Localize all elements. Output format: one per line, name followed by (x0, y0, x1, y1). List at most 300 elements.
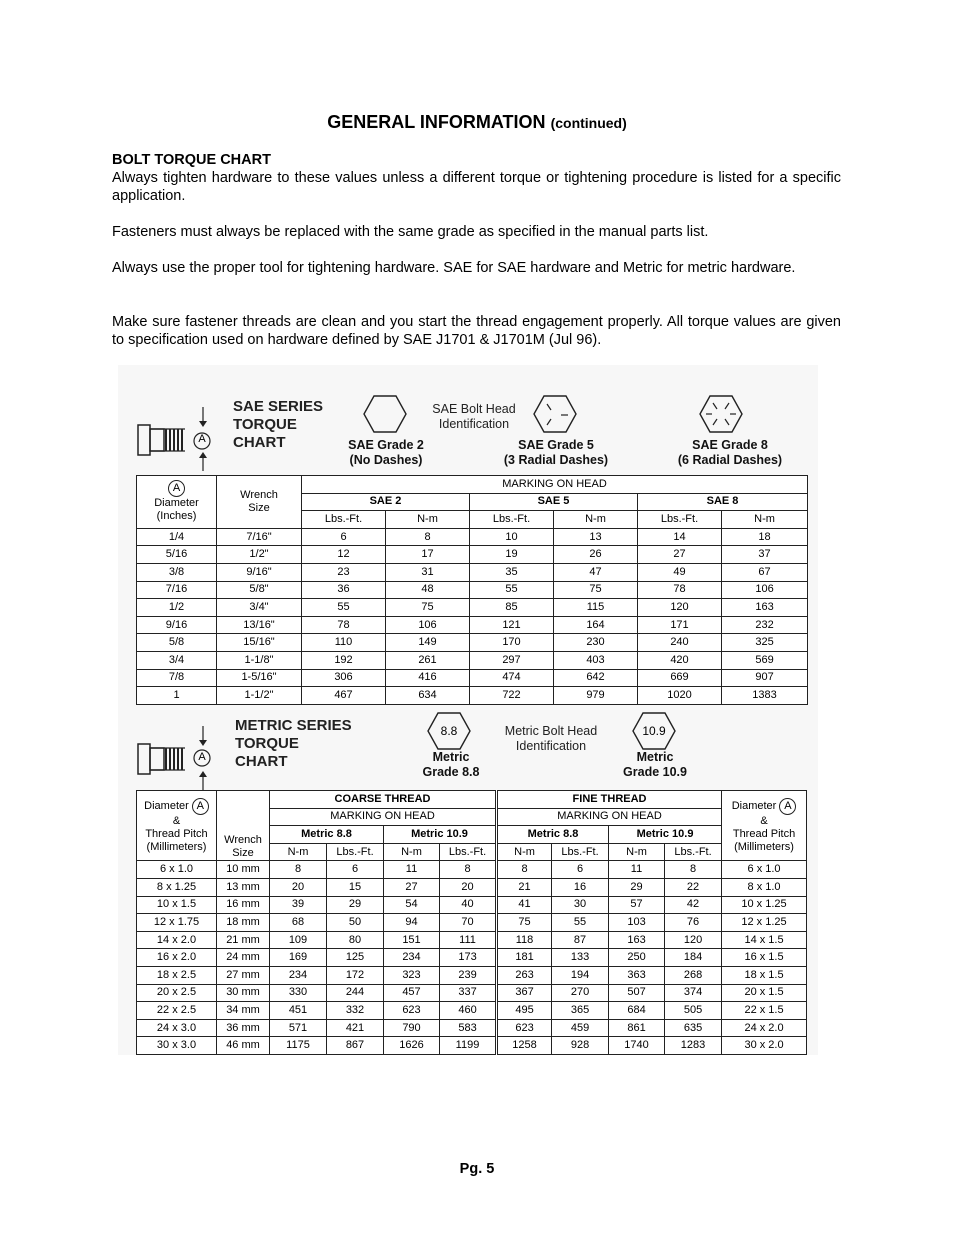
table-cell: 30 x 2.0 (722, 1037, 807, 1055)
table-cell: 37 (722, 546, 808, 564)
table-cell: 13 mm (217, 878, 270, 896)
title-line: METRIC SERIES (235, 717, 352, 734)
table-cell: 642 (554, 669, 638, 687)
table-cell: 40 (440, 896, 497, 914)
table-cell: 634 (386, 687, 470, 705)
wrench-size-header (217, 476, 302, 529)
table-cell: 232 (722, 616, 808, 634)
table-cell: 18 x 2.5 (137, 966, 217, 984)
metric-8-8-label (411, 750, 491, 780)
table-cell: 31 (386, 563, 470, 581)
table-cell: 75 (497, 914, 552, 932)
unit-header: Lbs.-Ft. (470, 511, 554, 529)
table-cell: 1175 (270, 1037, 327, 1055)
table-cell: 12 (302, 546, 386, 564)
table-cell: 10 x 1.5 (137, 896, 217, 914)
unit-header: Lbs.-Ft. (552, 843, 609, 861)
unit-header: N-m (722, 511, 808, 529)
metric-chart-title (235, 717, 352, 771)
table-cell: 14 x 1.5 (722, 931, 807, 949)
metric-10-9-label (613, 750, 697, 780)
header-text: Size (232, 847, 254, 860)
table-cell: 103 (609, 914, 665, 932)
table-cell: 297 (470, 651, 554, 669)
table-row (137, 914, 807, 932)
table-cell: 1740 (609, 1037, 665, 1055)
header-text: Diameter (154, 497, 199, 510)
table-cell: 7/16 (137, 581, 217, 599)
table-cell: 12 x 1.75 (137, 914, 217, 932)
marking-on-head-header: MARKING ON HEAD (302, 476, 808, 494)
table-cell: 457 (384, 984, 440, 1002)
unit-header: Lbs.-Ft. (638, 511, 722, 529)
table-cell: 10 (470, 528, 554, 546)
table-cell: 571 (270, 1019, 327, 1037)
header-text: Diameter (731, 799, 777, 812)
header-text: (Millimeters) (146, 840, 207, 853)
table-cell: 55 (470, 581, 554, 599)
table-cell: 20 x 2.5 (137, 984, 217, 1002)
table-cell: 19 (470, 546, 554, 564)
intro-paragraph-4: Make sure fastener threads are clean and you start the thread engagement properly. All torque values are given to specification used on hardware defined by SAE J1701 & J1701M (Jul 96). (112, 314, 841, 348)
table-cell: 125 (327, 949, 384, 967)
table-cell: 163 (722, 599, 808, 617)
table-cell: 163 (609, 931, 665, 949)
table-cell: 109 (270, 931, 327, 949)
table-cell: 20 (270, 878, 327, 896)
group-header: Metric 10.9 (609, 826, 722, 844)
unit-header: N-m (497, 843, 552, 861)
table-cell: 50 (327, 914, 384, 932)
header-text: & (172, 814, 181, 827)
table-cell: 194 (552, 966, 609, 984)
wrench-size-header (217, 791, 270, 861)
table-cell: 13/16" (217, 616, 302, 634)
table-cell: 170 (470, 634, 554, 652)
header-text: Thread Pitch (145, 827, 208, 840)
header-text: Wrench (224, 834, 262, 847)
table-cell: 416 (386, 669, 470, 687)
table-cell: 24 x 2.0 (722, 1019, 807, 1037)
table-cell: 87 (552, 931, 609, 949)
unit-header: N-m (270, 843, 327, 861)
table-cell: 1283 (665, 1037, 722, 1055)
grade-desc: (3 Radial Dashes) (503, 453, 609, 467)
table-cell: 120 (638, 599, 722, 617)
table-cell: 979 (554, 687, 638, 705)
table-cell: 24 mm (217, 949, 270, 967)
a-dimension-icon: A (192, 798, 209, 815)
table-cell: 420 (638, 651, 722, 669)
sae-grade-5-label (490, 438, 622, 468)
header-text: Wrench (240, 488, 278, 501)
table-cell: 1-1/8" (217, 651, 302, 669)
table-cell: 80 (327, 931, 384, 949)
table-cell: 21 (497, 878, 552, 896)
table-cell: 367 (497, 984, 552, 1002)
table-cell: 861 (609, 1019, 665, 1037)
table-cell: 18 (722, 528, 808, 546)
table-cell: 8 (270, 861, 327, 879)
table-cell: 306 (302, 669, 386, 687)
table-cell: 55 (552, 914, 609, 932)
table-cell: 623 (384, 1002, 440, 1020)
table-cell: 7/8 (137, 669, 217, 687)
table-cell: 790 (384, 1019, 440, 1037)
title-continued: (continued) (550, 115, 627, 131)
table-cell: 47 (554, 563, 638, 581)
table-cell: 8 (386, 528, 470, 546)
group-header: SAE 8 (638, 493, 808, 511)
table-cell: 36 mm (217, 1019, 270, 1037)
table-cell: 6 x 1.0 (137, 861, 217, 879)
table-cell: 325 (722, 634, 808, 652)
sae-torque-table (136, 475, 808, 705)
page-number: Pg. 5 (459, 1161, 495, 1177)
table-row (137, 878, 807, 896)
section-heading: BOLT TORQUE CHART (112, 152, 271, 168)
table-cell: 35 (470, 563, 554, 581)
table-cell: 467 (302, 687, 386, 705)
grade-name: SAE Grade 8 (692, 438, 768, 452)
table-cell: 106 (386, 616, 470, 634)
table-cell: 42 (665, 896, 722, 914)
table-cell: 623 (497, 1019, 552, 1037)
label-line: Metric Bolt Head (504, 724, 598, 738)
table-cell: 6 (552, 861, 609, 879)
table-row (137, 528, 808, 546)
table-cell: 928 (552, 1037, 609, 1055)
table-cell: 337 (440, 984, 497, 1002)
sae-head-id-label (418, 402, 530, 432)
table-cell: 7/16" (217, 528, 302, 546)
table-cell: 583 (440, 1019, 497, 1037)
table-cell: 181 (497, 949, 552, 967)
table-cell: 10 mm (217, 861, 270, 879)
table-cell: 111 (440, 931, 497, 949)
table-cell: 24 x 3.0 (137, 1019, 217, 1037)
header-text: (Millimeters) (734, 840, 794, 853)
table-cell: 68 (270, 914, 327, 932)
table-cell: 15 (327, 878, 384, 896)
table-cell: 8 x 1.25 (137, 878, 217, 896)
sae-chart-title (233, 398, 323, 452)
table-row (137, 669, 808, 687)
table-cell: 78 (638, 581, 722, 599)
title-main: GENERAL INFORMATION (327, 112, 546, 132)
table-cell: 5/8 (137, 634, 217, 652)
group-header: Metric 8.8 (270, 826, 384, 844)
table-cell: 78 (302, 616, 386, 634)
table-cell: 8 x 1.0 (722, 878, 807, 896)
table-cell: 184 (665, 949, 722, 967)
table-cell: 16 mm (217, 896, 270, 914)
table-cell: 635 (665, 1019, 722, 1037)
table-row (137, 861, 807, 879)
table-cell: 1/2" (217, 546, 302, 564)
table-cell: 3/4" (217, 599, 302, 617)
table-cell: 29 (609, 878, 665, 896)
grade-desc: Grade 8.8 (422, 765, 480, 779)
table-cell: 39 (270, 896, 327, 914)
table-cell: 36 (302, 581, 386, 599)
table-cell: 16 x 1.5 (722, 949, 807, 967)
header-text: (Inches) (156, 510, 197, 523)
table-cell: 684 (609, 1002, 665, 1020)
marking-on-head-header: MARKING ON HEAD (270, 808, 497, 826)
table-cell: 70 (440, 914, 497, 932)
unit-header: Lbs.-Ft. (327, 843, 384, 861)
grade-desc: (No Dashes) (349, 453, 423, 467)
table-cell: 244 (327, 984, 384, 1002)
table-cell: 1020 (638, 687, 722, 705)
table-cell: 5/8" (217, 581, 302, 599)
table-row (137, 949, 807, 967)
metric-torque-table (136, 790, 807, 1055)
table-cell: 1 (137, 687, 217, 705)
table-cell: 10 x 1.25 (722, 896, 807, 914)
table-cell: 234 (270, 966, 327, 984)
table-cell: 22 (665, 878, 722, 896)
title-line: CHART (235, 753, 288, 770)
unit-header: Lbs.-Ft. (440, 843, 497, 861)
table-cell: 569 (722, 651, 808, 669)
table-row (137, 896, 807, 914)
fine-thread-header: FINE THREAD (497, 791, 722, 809)
intro-paragraph-2: Fasteners must always be replaced with the same grade as specified in the manual parts list. (112, 224, 709, 240)
sae-grade-8-head-icon (699, 394, 743, 434)
table-cell: 118 (497, 931, 552, 949)
table-row (137, 687, 808, 705)
label-line: Identification (515, 739, 587, 753)
table-cell: 16 (552, 878, 609, 896)
grade-name: Metric (636, 750, 674, 764)
table-row (137, 931, 807, 949)
table-row (137, 563, 808, 581)
table-cell: 120 (665, 931, 722, 949)
metric-8-8-head-mark: 8.8 (440, 724, 458, 738)
grade-desc: Grade 10.9 (623, 765, 687, 779)
metric-table-body (137, 861, 807, 1055)
table-cell: 17 (386, 546, 470, 564)
table-cell: 3/8 (137, 563, 217, 581)
table-cell: 9/16 (137, 616, 217, 634)
table-cell: 867 (327, 1037, 384, 1055)
table-cell: 268 (665, 966, 722, 984)
table-cell: 1-5/16" (217, 669, 302, 687)
table-cell: 323 (384, 966, 440, 984)
table-cell: 12 x 1.25 (722, 914, 807, 932)
unit-header: N-m (554, 511, 638, 529)
title-line: TORQUE (235, 735, 299, 752)
table-cell: 1258 (497, 1037, 552, 1055)
table-row (137, 651, 808, 669)
table-cell: 14 (638, 528, 722, 546)
group-header: Metric 8.8 (497, 826, 609, 844)
marking-on-head-header: MARKING ON HEAD (497, 808, 722, 826)
table-cell: 18 mm (217, 914, 270, 932)
title-line: SAE SERIES (233, 398, 324, 415)
table-cell: 374 (665, 984, 722, 1002)
group-header: SAE 2 (302, 493, 470, 511)
table-row (137, 1002, 807, 1020)
table-cell: 27 (638, 546, 722, 564)
sae-table-body (137, 528, 808, 704)
table-cell: 110 (302, 634, 386, 652)
table-cell: 459 (552, 1019, 609, 1037)
table-cell: 505 (665, 1002, 722, 1020)
diameter-pitch-header (137, 791, 217, 861)
table-cell: 76 (665, 914, 722, 932)
unit-header: N-m (386, 511, 470, 529)
table-cell: 11 (609, 861, 665, 879)
sae-grade-5-head-icon (533, 394, 577, 434)
table-cell: 75 (386, 599, 470, 617)
table-row (137, 581, 808, 599)
table-cell: 34 mm (217, 1002, 270, 1020)
table-cell: 85 (470, 599, 554, 617)
table-row (137, 1019, 807, 1037)
table-cell: 263 (497, 966, 552, 984)
table-cell: 421 (327, 1019, 384, 1037)
unit-header: N-m (384, 843, 440, 861)
table-cell: 474 (470, 669, 554, 687)
grade-name: SAE Grade 5 (518, 438, 594, 452)
table-cell: 48 (386, 581, 470, 599)
table-cell: 164 (554, 616, 638, 634)
table-cell: 54 (384, 896, 440, 914)
table-cell: 14 x 2.0 (137, 931, 217, 949)
table-cell: 1/2 (137, 599, 217, 617)
table-cell: 20 x 1.5 (722, 984, 807, 1002)
table-row (137, 966, 807, 984)
table-cell: 9/16" (217, 563, 302, 581)
table-cell: 172 (327, 966, 384, 984)
table-cell: 451 (270, 1002, 327, 1020)
sae-grade-2-head-icon (363, 394, 407, 434)
table-cell: 330 (270, 984, 327, 1002)
table-cell: 8 (497, 861, 552, 879)
intro-paragraph-1 (112, 151, 841, 205)
unit-header: Lbs.-Ft. (302, 511, 386, 529)
table-cell: 495 (497, 1002, 552, 1020)
table-cell: 8 (665, 861, 722, 879)
title-line: CHART (233, 434, 286, 451)
table-cell: 67 (722, 563, 808, 581)
header-text: Thread Pitch (732, 827, 796, 840)
table-cell: 250 (609, 949, 665, 967)
table-cell: 230 (554, 634, 638, 652)
sae-grade-8-label (660, 438, 800, 468)
table-cell: 261 (386, 651, 470, 669)
grade-desc: (6 Radial Dashes) (677, 453, 783, 467)
table-cell: 240 (638, 634, 722, 652)
table-cell: 75 (554, 581, 638, 599)
table-cell: 121 (470, 616, 554, 634)
table-cell: 173 (440, 949, 497, 967)
table-cell: 1383 (722, 687, 808, 705)
header-text: Size (248, 501, 270, 514)
table-cell: 55 (302, 599, 386, 617)
a-dimension-label: A (198, 751, 206, 763)
title-line: TORQUE (233, 416, 297, 433)
table-cell: 460 (440, 1002, 497, 1020)
grade-name: SAE Grade 2 (348, 438, 424, 452)
table-cell: 1626 (384, 1037, 440, 1055)
group-header: SAE 5 (470, 493, 638, 511)
table-cell: 907 (722, 669, 808, 687)
table-cell: 192 (302, 651, 386, 669)
group-header: Metric 10.9 (384, 826, 497, 844)
table-cell: 3/4 (137, 651, 217, 669)
table-cell: 6 x 1.0 (722, 861, 807, 879)
diameter-header (137, 476, 217, 529)
grade-name: Metric (432, 750, 470, 764)
table-cell: 22 x 2.5 (137, 1002, 217, 1020)
coarse-thread-header: COARSE THREAD (270, 791, 497, 809)
table-cell: 270 (552, 984, 609, 1002)
label-line: SAE Bolt Head (432, 402, 516, 416)
table-row (137, 599, 808, 617)
table-cell: 21 mm (217, 931, 270, 949)
header-text: Diameter (144, 799, 189, 812)
table-cell: 6 (302, 528, 386, 546)
table-cell: 722 (470, 687, 554, 705)
metric-head-id-label (490, 724, 612, 754)
table-cell: 1-1/2" (217, 687, 302, 705)
table-cell: 49 (638, 563, 722, 581)
table-row (137, 634, 808, 652)
table-cell: 11 (384, 861, 440, 879)
intro-paragraph-3: Always use the proper tool for tightening hardware. SAE for SAE hardware and Metric for metric hardware. (112, 260, 796, 276)
table-cell: 8 (440, 861, 497, 879)
page-title (0, 112, 954, 133)
sae-grade-2-label (330, 438, 442, 468)
table-cell: 18 x 1.5 (722, 966, 807, 984)
table-cell: 363 (609, 966, 665, 984)
table-cell: 20 (440, 878, 497, 896)
table-cell: 6 (327, 861, 384, 879)
diameter-pitch-header-right (722, 791, 807, 861)
table-row (137, 1037, 807, 1055)
table-cell: 27 mm (217, 966, 270, 984)
a-dimension-label: A (198, 433, 206, 445)
a-dimension-icon: A (779, 798, 796, 815)
table-cell: 13 (554, 528, 638, 546)
label-line: Identification (438, 417, 510, 431)
table-cell: 669 (638, 669, 722, 687)
table-row (137, 616, 808, 634)
table-cell: 5/16 (137, 546, 217, 564)
table-cell: 29 (327, 896, 384, 914)
table-cell: 57 (609, 896, 665, 914)
a-dimension-icon: A (168, 480, 185, 497)
table-cell: 30 x 3.0 (137, 1037, 217, 1055)
table-cell: 41 (497, 896, 552, 914)
table-row (137, 546, 808, 564)
table-cell: 106 (722, 581, 808, 599)
table-cell: 46 mm (217, 1037, 270, 1055)
table-cell: 133 (552, 949, 609, 967)
table-cell: 149 (386, 634, 470, 652)
table-cell: 1/4 (137, 528, 217, 546)
metric-10-9-head-mark: 10.9 (642, 724, 666, 738)
table-cell: 169 (270, 949, 327, 967)
table-cell: 30 (552, 896, 609, 914)
table-cell: 94 (384, 914, 440, 932)
table-cell: 332 (327, 1002, 384, 1020)
table-cell: 23 (302, 563, 386, 581)
